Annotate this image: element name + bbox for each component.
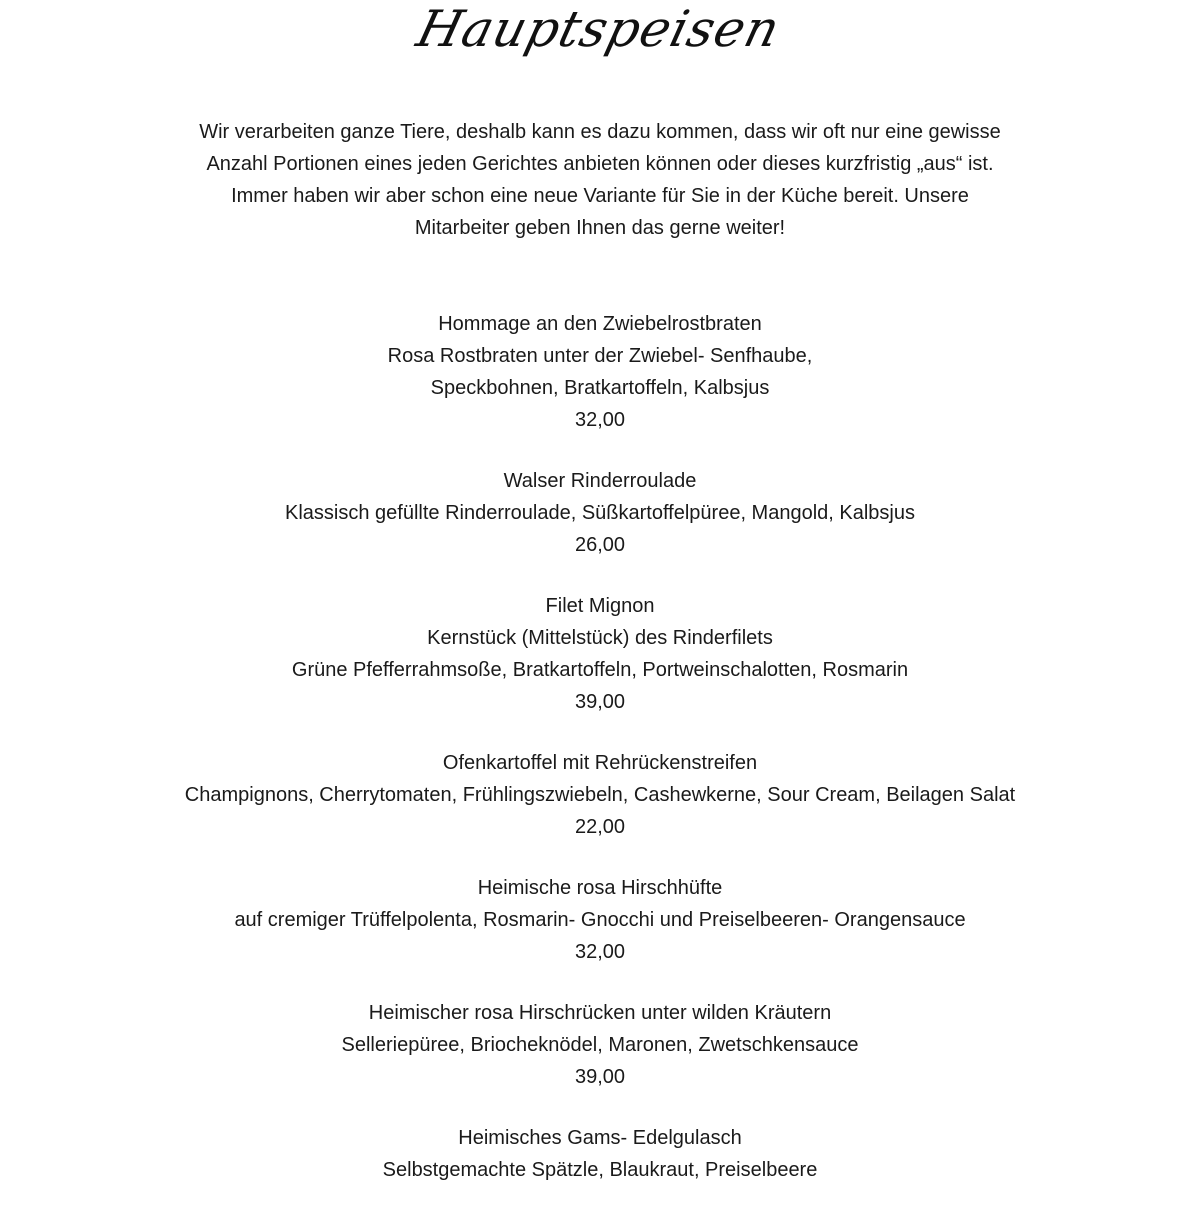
dish-detail: Speckbohnen, Bratkartoffeln, Kalbsjus	[430, 377, 770, 399]
dish-item	[0, 872, 1200, 968]
dish-detail: Rosa Rostbraten unter der Zwiebel- Senfhaube,	[387, 345, 813, 367]
dish-item	[0, 1122, 1200, 1186]
dish-item	[0, 747, 1200, 843]
dish-detail: Kernstück (Mittelstück) des Rinderfilets	[427, 627, 773, 649]
dish-detail: Grüne Pfefferrahmsoße, Bratkartoffeln, Portweinschalotten, Rosmarin	[291, 659, 909, 681]
dish-price: 39,00	[574, 1066, 626, 1088]
intro-line: Anzahl Portionen eines jeden Gerichtes anbieten können oder dieses kurzfristig „aus“ ist.	[206, 153, 994, 175]
dish-price: 26,00	[574, 534, 626, 556]
dish-detail: Selleriepüree, Briocheknödel, Maronen, Zwetschkensauce	[341, 1034, 859, 1056]
intro-text	[100, 116, 1100, 244]
dish-name: Ofenkartoffel mit Rehrückenstreifen	[442, 752, 758, 774]
intro-line: Mitarbeiter geben Ihnen das gerne weiter!	[414, 217, 786, 239]
intro-line: Immer haben wir aber schon eine neue Variante für Sie in der Küche bereit. Unsere	[231, 185, 969, 207]
dish-price: 22,00	[574, 816, 626, 838]
dish-detail: Klassisch gefüllte Rinderroulade, Süßkartoffelpüree, Mangold, Kalbsjus	[285, 502, 915, 524]
dish-price: 39,00	[574, 691, 626, 713]
page-title: Hauptspeisen	[411, 0, 787, 58]
dish-name: Heimische rosa Hirschhüfte	[477, 877, 723, 899]
dish-list	[0, 308, 1200, 1215]
dish-item	[0, 997, 1200, 1093]
dish-name: Hommage an den Zwiebelrostbraten	[438, 313, 762, 335]
dish-item	[0, 308, 1200, 436]
dish-name: Filet Mignon	[545, 595, 655, 617]
dish-detail: Selbstgemachte Spätzle, Blaukraut, Preiselbeere	[382, 1159, 818, 1181]
dish-price: 32,00	[574, 409, 626, 431]
dish-name: Heimisches Gams- Edelgulasch	[458, 1127, 742, 1149]
dish-detail: Champignons, Cherrytomaten, Frühlingszwiebeln, Cashewkerne, Sour Cream, Beilagen Salat	[184, 784, 1016, 806]
dish-name: Heimischer rosa Hirschrücken unter wilden Kräutern	[368, 1002, 832, 1024]
dish-detail: auf cremiger Trüffelpolenta, Rosmarin- Gnocchi und Preiselbeeren- Orangensauce	[234, 909, 966, 931]
dish-item	[0, 590, 1200, 718]
dish-item	[0, 465, 1200, 561]
dish-price: 32,00	[574, 941, 626, 963]
dish-name: Walser Rinderroulade	[503, 470, 697, 492]
intro-line: Wir verarbeiten ganze Tiere, deshalb kann es dazu kommen, dass wir oft nur eine gewisse	[199, 121, 1001, 143]
